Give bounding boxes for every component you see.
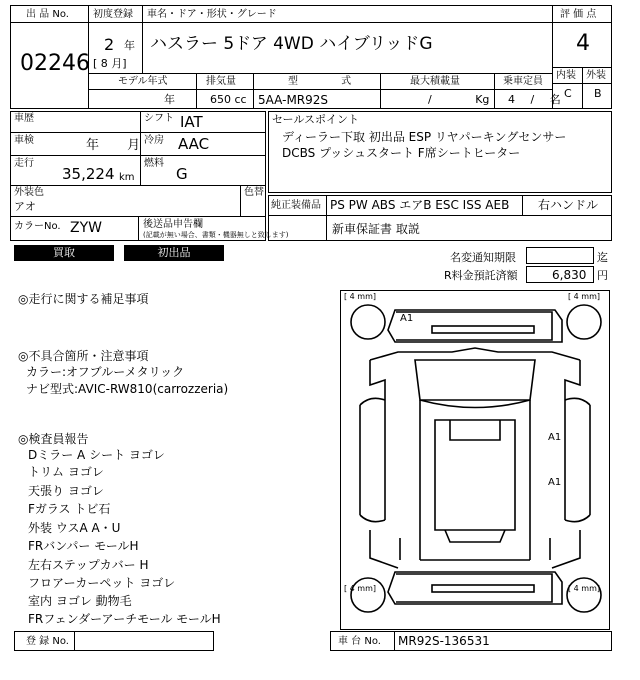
recycle-label: R料金預託済額 bbox=[444, 269, 518, 282]
displacement: 650 cc bbox=[210, 93, 247, 106]
fuel-label: 燃料 bbox=[144, 158, 164, 169]
type-label: 型 式 bbox=[288, 76, 352, 87]
tire-depth-br: [ 4 mm] bbox=[568, 584, 601, 593]
chassis-no: MR92S-136531 bbox=[398, 634, 490, 648]
capacity: 4 / 名 bbox=[508, 93, 561, 106]
interior-score: C bbox=[564, 87, 572, 100]
chassis-label: 車 台 No. bbox=[338, 636, 381, 647]
ac: AAC bbox=[178, 135, 210, 153]
car-name-label: 車名・ドア・形状・グレード bbox=[147, 9, 277, 20]
interior-label: 内装 bbox=[556, 70, 576, 81]
shift: IAT bbox=[180, 113, 203, 131]
first-listing-badge: 初出品 bbox=[124, 245, 224, 261]
sales-line-2: DCBS プッシュスタート F席シートヒーター bbox=[282, 146, 521, 160]
equip: PS PW ABS エアB ESC ISS AEB bbox=[330, 198, 510, 212]
color-change-label: 色替 bbox=[244, 187, 264, 198]
tire-depth-tl: [ 4 mm] bbox=[344, 292, 377, 301]
exterior-score: B bbox=[594, 87, 602, 100]
damage-mark-door-1: A1 bbox=[548, 432, 562, 443]
aftermarket-label: 後送品申告欄 bbox=[143, 219, 203, 230]
wheel-icon bbox=[351, 305, 385, 339]
model-year-unit: 年 bbox=[164, 93, 175, 106]
aftermarket-note: (記載が無い場合、書類・機器無しと致します) bbox=[143, 231, 289, 239]
color-no: ZYW bbox=[70, 220, 102, 236]
fuel: G bbox=[176, 165, 188, 183]
mileage-unit: km bbox=[119, 172, 135, 183]
car-name: ハスラー 5ドア 4WD ハイブリッドG bbox=[150, 34, 433, 54]
inspection-label: 車検 bbox=[14, 135, 34, 146]
wheel-icon bbox=[351, 578, 385, 612]
buy-badge: 買取 bbox=[14, 245, 114, 261]
inspector-line: トリム ヨゴレ bbox=[28, 465, 104, 479]
score: 4 bbox=[576, 31, 590, 56]
damage-mark-hood: A1 bbox=[400, 313, 414, 324]
inspector-title: ◎検査員報告 bbox=[18, 432, 89, 446]
mileage: 35,224 bbox=[62, 165, 115, 183]
exterior-label: 外装 bbox=[586, 70, 606, 81]
max-load: / Kg bbox=[428, 93, 490, 106]
steering: 右ハンドル bbox=[538, 198, 599, 212]
defect-title: ◎不具合箇所・注意事項 bbox=[18, 349, 149, 363]
type: 5AA-MR92S bbox=[258, 93, 329, 107]
capacity-label: 乗車定員 bbox=[503, 76, 543, 87]
inspection: 年 月 bbox=[86, 138, 141, 153]
name-change-unit: 迄 bbox=[597, 251, 608, 264]
history-label: 車歴 bbox=[14, 113, 34, 124]
tire-depth-tr: [ 4 mm] bbox=[568, 292, 601, 301]
wheel-icon bbox=[567, 305, 601, 339]
displacement-label: 排気量 bbox=[206, 76, 236, 87]
color-no-label: カラーNo. bbox=[14, 221, 61, 232]
driving-title: ◎走行に関する補足事項 bbox=[18, 292, 149, 306]
warranty: 新車保証書 取説 bbox=[332, 222, 420, 236]
tire-depth-bl: [ 4 mm] bbox=[344, 584, 377, 593]
inspector-line: FRフェンダーアーチモール モールH bbox=[28, 612, 221, 626]
lot-no-label: 出 品 No. bbox=[26, 9, 69, 20]
sales-label: セールスポイント bbox=[272, 113, 360, 126]
defect-line: ナビ型式:AVIC-RW810(carrozzeria) bbox=[26, 382, 229, 396]
inspector-line: フロアーカーペット ヨゴレ bbox=[28, 576, 176, 590]
inspector-line: 天張り ヨゴレ bbox=[28, 484, 104, 498]
sales-line-1: ディーラー下取 初出品 ESP リヤパーキングセンサー bbox=[282, 130, 567, 144]
wheel-icon bbox=[567, 578, 601, 612]
name-change-label: 名変通知期限 bbox=[450, 251, 516, 264]
damage-mark-door-2: A1 bbox=[548, 477, 562, 488]
first-reg-year: 2 bbox=[104, 35, 115, 54]
mileage-label: 走行 bbox=[14, 158, 34, 169]
reg-no-label: 登 録 No. bbox=[26, 636, 69, 647]
recycle-value: 6,830 bbox=[552, 268, 587, 282]
inspector-line: Fガラス トビ石 bbox=[28, 502, 111, 516]
defect-line: カラー:オフブルーメタリック bbox=[26, 365, 185, 379]
name-change-field bbox=[526, 247, 594, 264]
lot-no: 02246 bbox=[20, 51, 90, 76]
inspector-line: FRバンパー モールH bbox=[28, 539, 139, 553]
ac-label: 冷房 bbox=[144, 135, 164, 146]
inspector-line: 室内 ヨゴレ 動物毛 bbox=[28, 594, 132, 608]
recycle-unit: 円 bbox=[597, 269, 608, 282]
max-load-label: 最大積載量 bbox=[410, 76, 460, 87]
model-year-label: モデル年式 bbox=[118, 76, 168, 87]
first-reg-label: 初度登録 bbox=[93, 9, 133, 20]
shift-label: シフト bbox=[144, 113, 174, 124]
ext-color: アオ bbox=[14, 200, 36, 213]
ext-color-label: 外装色 bbox=[14, 187, 44, 198]
equip-label: 純正装備品 bbox=[271, 200, 321, 211]
inspector-line: 外装 ウスA A・U bbox=[28, 521, 121, 535]
car-diagram bbox=[340, 290, 610, 630]
score-label: 評 価 点 bbox=[560, 9, 597, 20]
inspector-line: Dミラー A シート ヨゴレ bbox=[28, 448, 165, 462]
inspector-line: 左右ステップカバー H bbox=[28, 558, 149, 572]
year-unit: 年 bbox=[124, 39, 135, 52]
first-reg-month: [ 8 月] bbox=[93, 57, 127, 70]
